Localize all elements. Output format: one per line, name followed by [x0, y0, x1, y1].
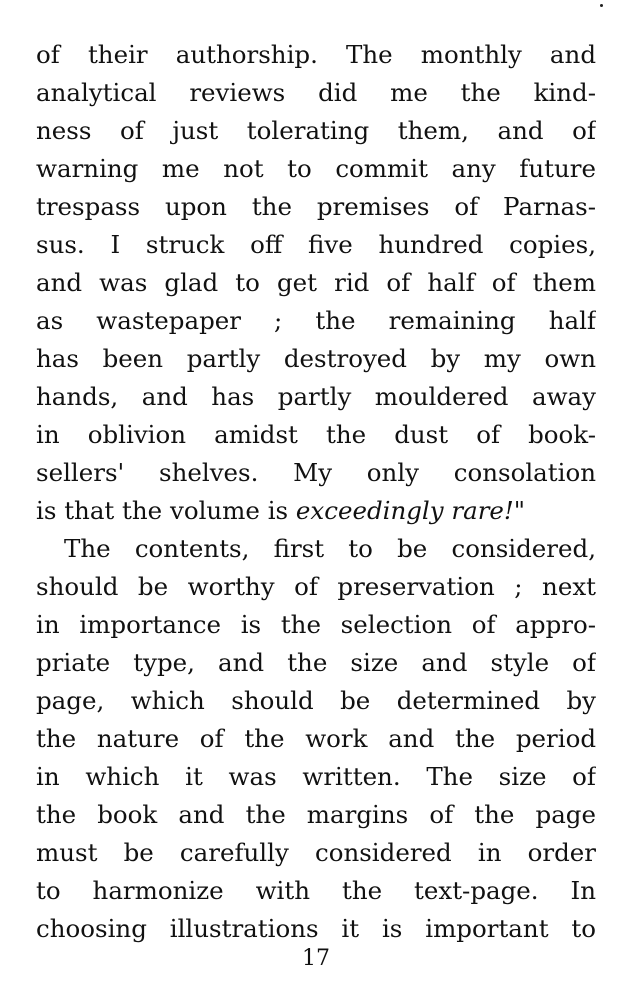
text-line: in oblivion amidst the dust of book- [36, 420, 596, 449]
text-line: analytical reviews did me the kind- [36, 78, 596, 107]
text-line: in which it was written. The size of [36, 762, 596, 791]
text-line: must be carefully considered in order [36, 838, 596, 867]
text-line: sellers' shelves. My only consolation [36, 458, 596, 487]
text-line: hands, and has partly mouldered away [36, 382, 596, 411]
line-prefix: is that the volume is [36, 496, 296, 525]
text-line: warning me not to commit any future [36, 154, 596, 183]
text-line: ness of just tolerating them, and of [36, 116, 596, 145]
text-line: has been partly destroyed by my own [36, 344, 596, 373]
text-line-italic-ending [36, 492, 596, 530]
text-line: in importance is the selection of appro- [36, 610, 596, 639]
page-number: 17 [302, 946, 330, 971]
text-line: and was glad to get rid of half of them [36, 268, 596, 297]
text-line: trespass upon the premises of Parnas- [36, 192, 596, 221]
text-line: sus. I struck off five hundred copies, [36, 230, 596, 259]
corner-mark [600, 4, 603, 7]
closing-quote: " [513, 496, 526, 525]
body-text [36, 36, 596, 948]
text-line: page, which should be determined by [36, 686, 596, 715]
text-line: the nature of the work and the period [36, 724, 596, 753]
text-line: should be worthy of preservation ; next [36, 572, 596, 601]
text-line: as wastepaper ; the remaining half [36, 306, 596, 335]
text-line: to harmonize with the text-page. In [36, 876, 596, 905]
text-line: choosing illustrations it is important to [36, 914, 596, 943]
italic-phrase: exceedingly rare! [295, 496, 514, 525]
paragraph-start-line: The contents, first to be considered, [64, 534, 596, 563]
text-line: priate type, and the size and style of [36, 648, 596, 677]
text-line: the book and the margins of the page [36, 800, 596, 829]
text-line: of their authorship. The monthly and [36, 40, 596, 69]
